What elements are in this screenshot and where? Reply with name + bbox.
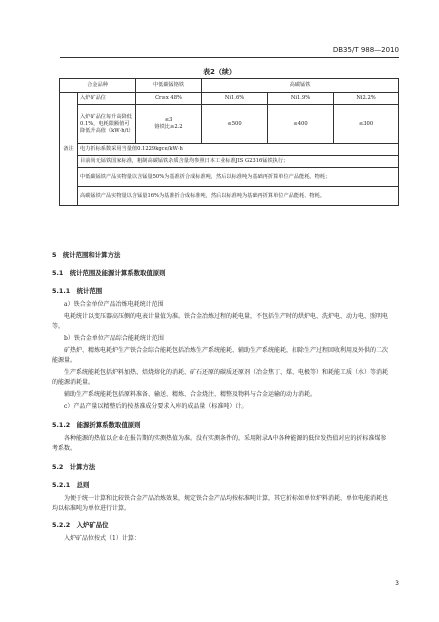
paragraph: 电耗统计以变压器高压侧的电表计量值为准。铁合金冶炼过程的耗电量，不包括生产时的烘炉电、洗炉电、动力电、照明电等。 [52,313,389,330]
table-cell: ≤3 铬铁比≥2.2 [136,105,202,144]
table-row [60,187,399,206]
row-label: 入炉矿品位每升高降低0.1%，电耗限额值可降低升高值（kW·h/t） [78,105,136,144]
spec-table [59,78,399,206]
row-label: 入炉矿品位 [78,93,136,105]
table-caption: 表2（续） [203,68,236,76]
section-heading: 5.1.1 统计范围 [52,287,103,295]
note-cell: 电力折标系数采用当量值0.1229kgce/kW·h [78,144,399,156]
paragraph: 辅助生产系统能耗包括原料准备、输送、精炼、合金烧注、精整及物料与合金运输的动力消耗。 [64,391,317,398]
paragraph: 入炉矿品位按式（1）计算： [64,535,140,542]
table-cell: Cr≥x 48% [136,93,202,105]
section-heading: 5.1.2 能源折算系数取值原则 [52,421,141,429]
table-cell: ≤400 [268,105,334,144]
side-label: 备注 [60,93,78,206]
table-row [60,168,399,187]
table-cell: ≤300 [334,105,399,144]
section-heading: 5.2.2 入炉矿品位 [52,521,109,529]
table-cell: ≤500 [202,105,268,144]
table-row [60,105,399,144]
paragraph: b）铁合金单位产品综合能耗统计范围 [64,335,164,342]
document-code: DB35/T 988—2010 [332,46,399,54]
paragraph: 为便于统一计算和比较铁合金产品冶炼效果，规定铁合金产品均按标准吨计算，其它折标如单位炉料消耗、单位电能消耗也均以标准吨为单位进行计算。 [52,495,389,512]
paragraph: a）铁合金单位产品冶炼电耗统计范围 [64,301,164,308]
section-heading: 5.1 统计范围及能源计算系数取值原则 [52,269,166,277]
table-cell: Ni1.9% [268,93,334,105]
section-heading: 5.2 计算方法 [52,463,96,471]
paragraph: c）产品产量以精整后的按基准成分要求入库的成品量（标准吨）计。 [64,403,248,410]
section-heading: 5.2.1 总则 [52,481,90,489]
header-high-carbon: 高碳锰铁 [202,79,399,93]
table-row [60,144,399,156]
header-rule [60,57,399,58]
note-cell: 目前尚无锰铁国家标准，粗制高碳锰铁杂质含量均参照日本工业标准JIS G2316锰铁执行； [78,156,399,168]
table-header-row [60,79,399,93]
note-cell: 高碳锰铁产品实物量以含锰量16%为基准折合成标准吨，然后以标准吨为基础再折算单位产品能耗、物耗。 [78,187,399,206]
paragraph: 各种能源的热值以企业在报告期的实测热值为准。没有实测条件的，采用附录A中各种能源的低位发热值对应的折标准煤参考系数。 [52,435,387,452]
table-row [60,93,399,105]
paragraph: 矿热炉、精炼电耗炉生产铁合金综合能耗包括冶炼生产系统能耗、辅助生产系统能耗，扣除生产过程回收利用及外供的二次能源量。 [52,347,389,364]
header-low-carbon: 中低碳锰铬铁 [136,79,202,93]
note-cell: 中低碳锰铁产品实物量以含锰量50%为基准折合成标准吨，然后以标准吨为基础再折算单位产品能耗。物耗； [78,168,399,187]
table-cell: Ni1.6% [202,93,268,105]
header-alloy-type: 合金品种 [60,79,136,93]
page-number: 3 [395,580,399,587]
section-heading: 5 统计范围和计算方法 [52,251,121,259]
paragraph: 生产系统能耗包括炉料加热、焙烧熔化的消耗、矿石还原的碳质还原剂（冶金焦丁、煤、电极等）和耗能工质（水）等消耗的能源消耗量。 [52,369,389,386]
table-row [60,156,399,168]
table-cell: Ni2.2% [334,93,399,105]
